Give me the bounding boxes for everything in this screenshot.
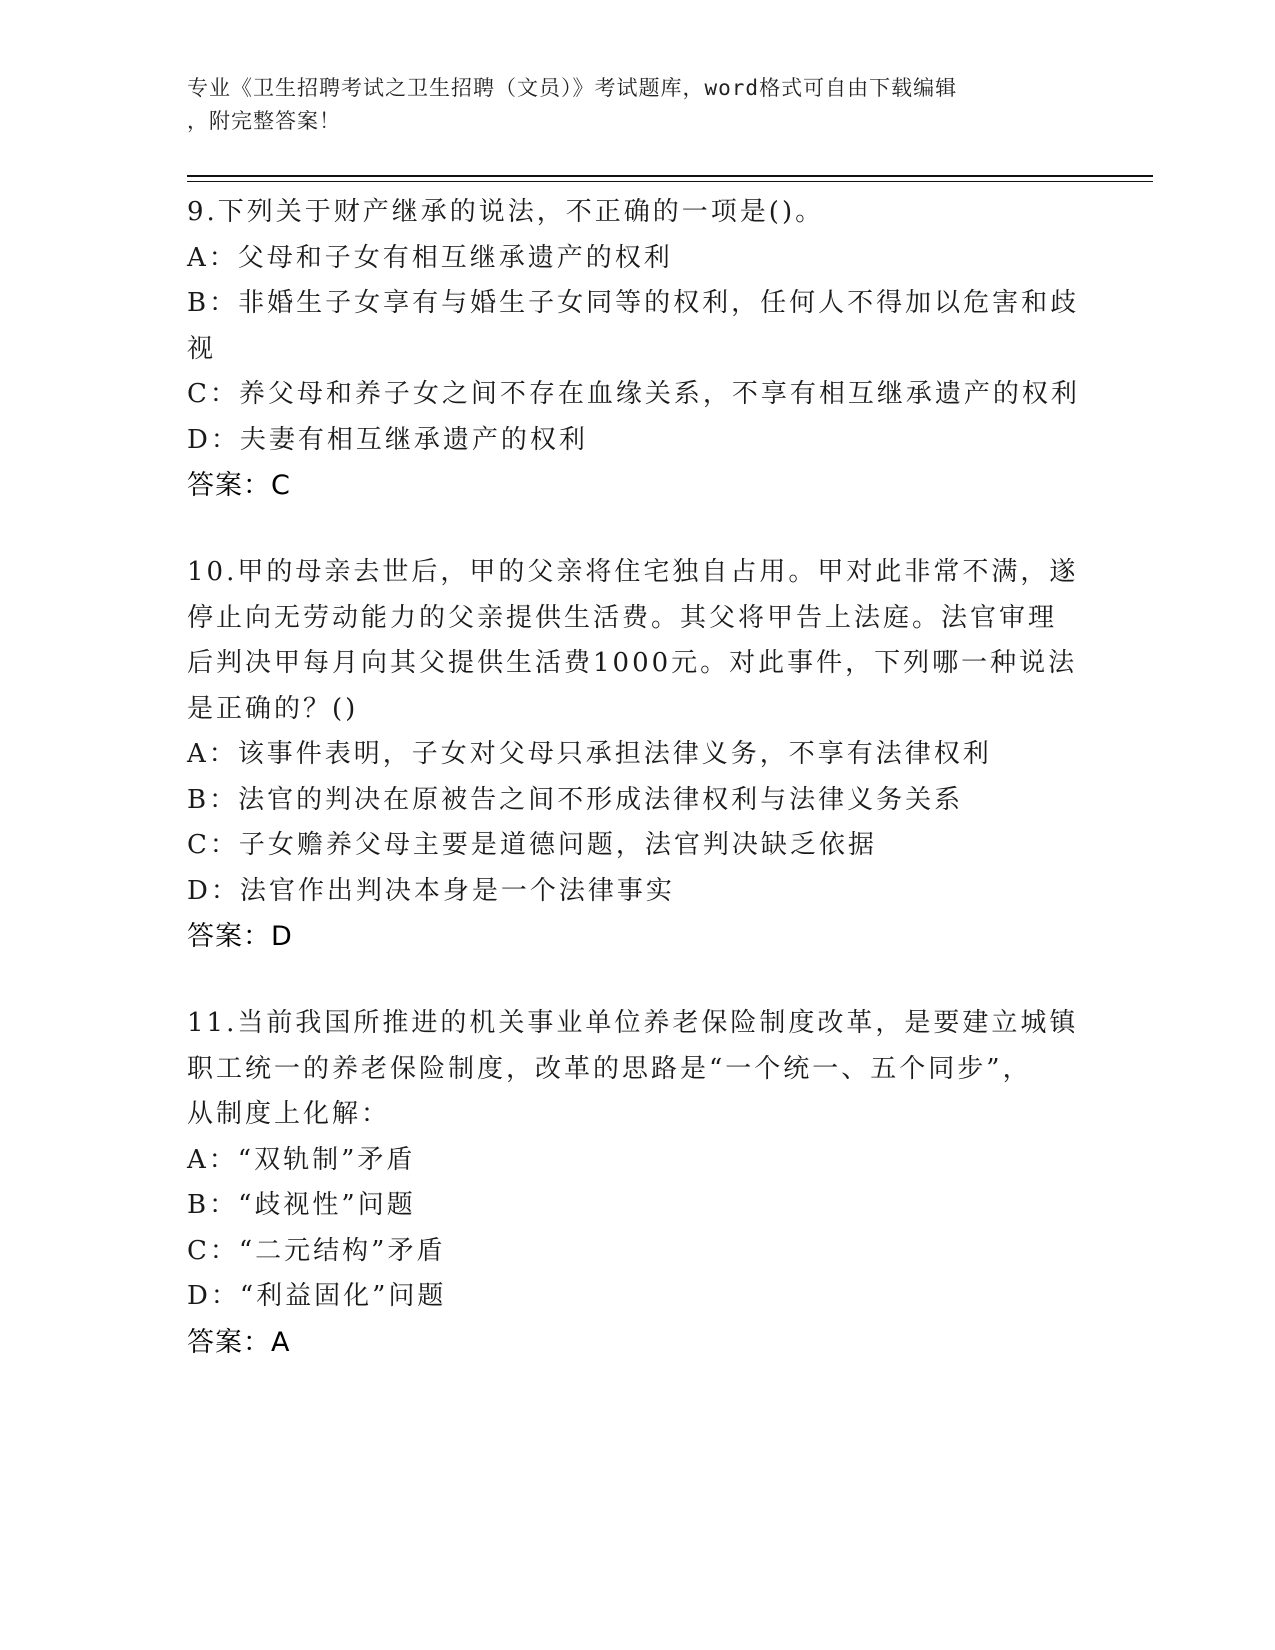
answer: 答案：C — [187, 470, 291, 501]
question-stem-line: 11.当前我国所推进的机关事业单位养老保险制度改革，是要建立城镇 — [187, 1008, 1079, 1038]
question-stem-line: 是正确的？() — [187, 693, 359, 724]
option-c: C：“二元结构”矛盾 — [187, 1235, 446, 1266]
header-line-2: ，附完整答案！ — [187, 109, 341, 133]
option-b-continuation: 视 — [187, 333, 217, 364]
option-c: C：养父母和养子女之间不存在血缘关系，不享有相互继承遗产的权利 — [187, 379, 1080, 409]
option-d: D：法官作出判决本身是一个法律事实 — [187, 875, 675, 906]
question-stem-line: 职工统一的养老保险制度，改革的思路是“一个统一、五个同步”， — [187, 1053, 1032, 1084]
question-11 — [187, 1001, 1087, 1365]
option-c: C：子女赡养父母主要是道德问题，法官判决缺乏依据 — [187, 830, 877, 860]
question-10 — [187, 550, 1087, 959]
question-list — [187, 190, 1087, 1407]
answer: 答案：D — [187, 921, 293, 952]
header-divider-thick — [187, 175, 1153, 177]
question-9 — [187, 190, 1087, 508]
option-b: B：法官的判决在原被告之间不形成法律权利与法律义务关系 — [187, 784, 964, 815]
header-line-1: 专业《卫生招聘考试之卫生招聘（文员）》考试题库，word格式可自由下载编辑 — [187, 76, 958, 100]
option-d: D：“利益固化”问题 — [187, 1281, 447, 1311]
question-stem-line: 从制度上化解： — [187, 1099, 391, 1129]
header-divider-thin — [187, 181, 1153, 182]
question-stem-line: 停止向无劳动能力的父亲提供生活费。其父将甲告上法庭。法官审理 — [187, 602, 1058, 633]
question-stem-line: 10.甲的母亲去世后，甲的父亲将住宅独自占用。甲对此非常不满，遂 — [187, 557, 1079, 587]
answer: 答案：A — [187, 1326, 291, 1358]
option-a: A：父母和子女有相互继承遗产的权利 — [187, 242, 673, 273]
option-a: A：“双轨制”矛盾 — [187, 1144, 416, 1175]
document-header — [187, 72, 1067, 138]
option-b: B：非婚生子女享有与婚生子女同等的权利，任何人不得加以危害和歧 — [187, 288, 1080, 318]
option-b: B：“歧视性”问题 — [187, 1190, 416, 1220]
question-stem-line: 后判决甲每月向其父提供生活费1000元。对此事件，下列哪一种说法 — [187, 648, 1078, 678]
question-stem: 9.下列关于财产继承的说法，不正确的一项是()。 — [187, 197, 825, 227]
option-d: D：夫妻有相互继承遗产的权利 — [187, 424, 588, 455]
option-a: A：该事件表明，子女对父母只承担法律义务，不享有法律权利 — [187, 739, 992, 769]
